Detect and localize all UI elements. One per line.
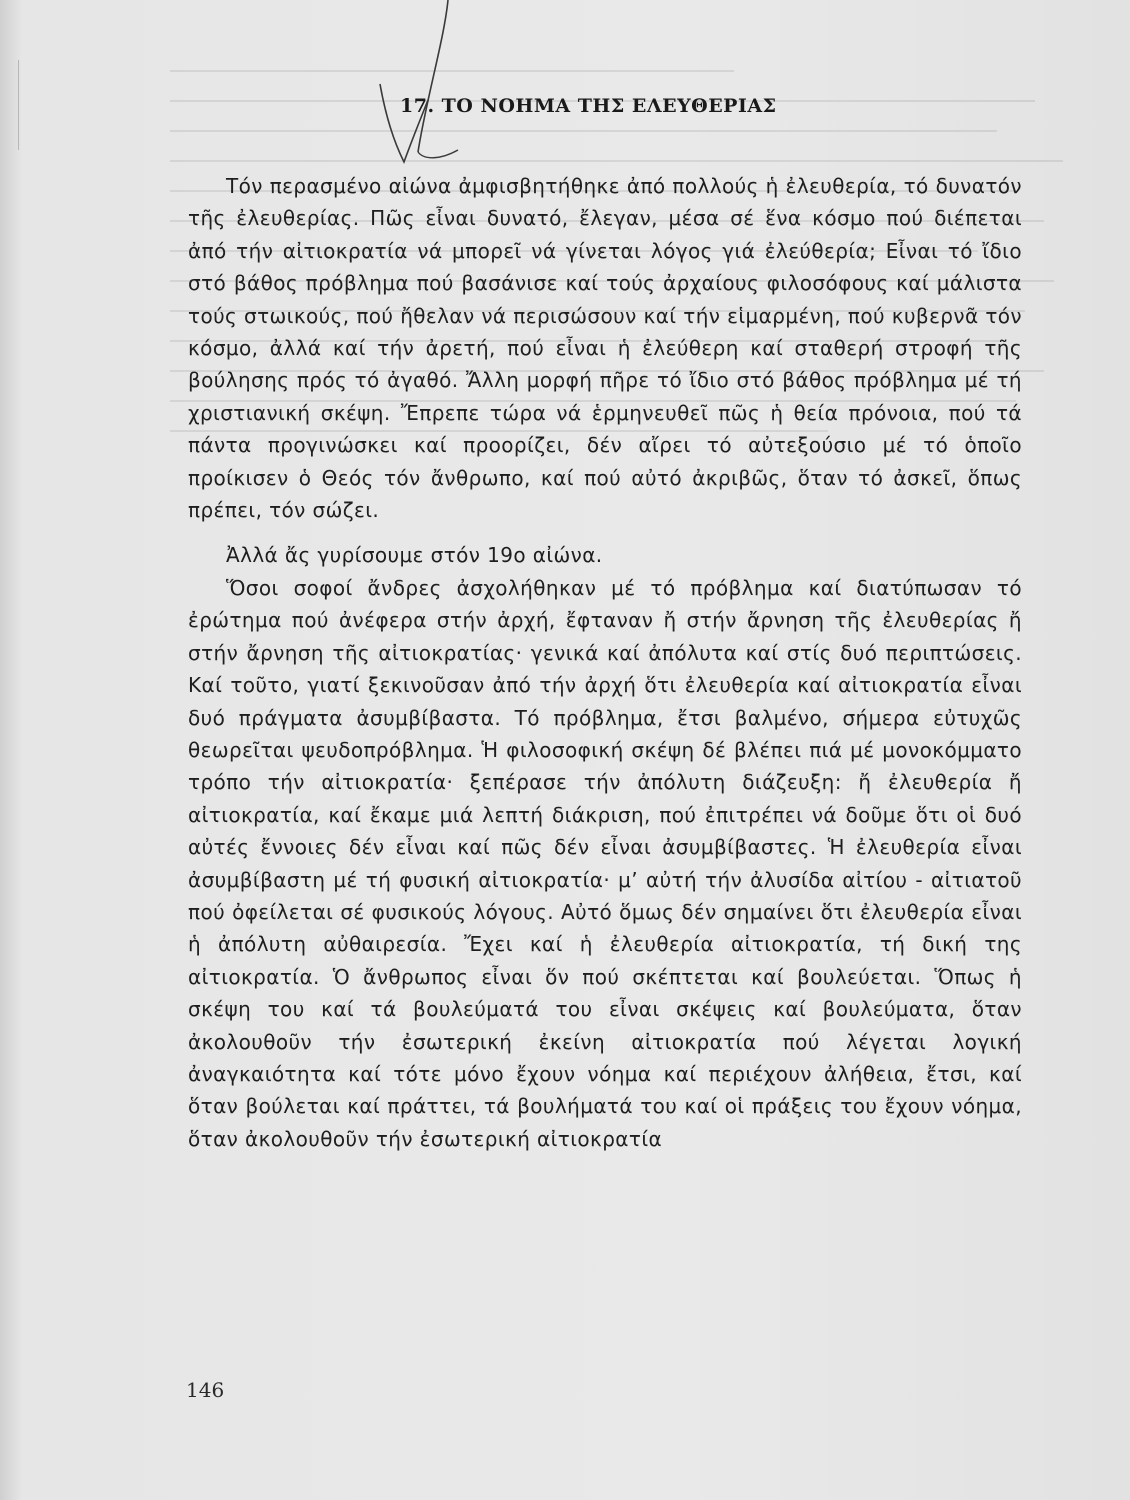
paragraph: Ὅσοι σοφοί ἄνδρες ἀσχολήθηκαν μέ τό πρόβλημα καί διατύπωσαν τό ἐρώτημα πού ἀνέφερα στήν ἀρχή, ἔφταναν ἤ στήν ἄρνηση τῆς ἐλευθερίας ἤ στήν ἄρνηση τῆς αἰτιοκρατίας· γενικά καί ἀπόλυτα καί στίς δυό περιπτώσεις. Καί τοῦτο, γιατί ξεκινοῦσαν ἀπό τήν ἀρχή ὅτι ἐλευθερία καί αἰτιοκρατία εἶναι δυό πράγματα ἀσυμβίβαστα. Τό πρόβλημα, ἔτσι βαλμένο, σήμερα εὐτυχῶς θεωρεῖται ψευδοπρόβλημα. Ἡ φιλοσοφική σκέψη δέ βλέπει πιά μέ μονοκόμματο τρόπο τήν αἰτιοκρατία· ξεπέρασε τήν ἀπόλυτη διάζευξη: ἤ ἐλευθερία ἤ αἰτιοκρατία, καί ἔκαμε μιά λεπτή διάκριση, πού ἐπιτρέπει νά δοῦμε ὅτι οἱ δυό αὐτές ἔννοιες δέν εἶναι καί πῶς δέν εἶναι ἀσυμβίβαστες. Ἡ ἐλευθερία εἶναι ἀσυμβίβαστη μέ τή φυσική αἰτιοκρατία· μ’ αὐτή τήν ἀλυσίδα αἰτίου - αἰτιατοῦ πού ὀφείλεται σέ φυσικούς λόγους. Αὐτό ὅμως δέν σημαίνει ὅτι ἐλευθερία εἶναι ἡ ἀπόλυτη αὐθαιρεσία. Ἔχει καί ἡ ἐλευθερία αἰτιοκρατία, τή δική της αἰτιοκρατία. Ὁ ἄνθρωπος εἶναι ὅν πού σκέπτεται καί βουλεύεται. Ὅπως ἡ σκέψη του καί τά βουλεύματά του εἶναι σκέψεις καί βουλεύματα, ὅταν ἀκολουθοῦν τήν ἐσωτερική ἐκείνη αἰτιοκρατία πού λέγεται λογική ἀναγκαιότητα καί τότε μόνο ἔχουν νόημα καί περιέχουν ἀλήθεια, ἔτσι, καί ὅταν βούλεται καί πράττει, τά βουλήματά του καί οἱ πράξεις του ἔχουν νόημα, ὅταν ἀκολουθοῦν τήν ἐσωτερική αἰτιοκρατία — [188, 575, 1022, 1151]
paragraph: Τόν περασμένο αἰώνα ἀμφισβητήθηκε ἀπό πολλούς ἡ ἐλευθερία, τό δυνατόν τῆς ἐλευθερίας. Πῶς εἶναι δυνατό, ἔλεγαν, μέσα σέ ἕνα κόσμο πού διέπεται ἀπό τήν αἰτιοκρατία νά μπορεῖ νά γίνεται λόγος γιά ἐλεύθερία; Εἶναι τό ἴδιο στό βάθος πρόβλημα πού βασάνισε καί τούς ἀρχαίους φιλοσόφους καί μάλιστα τούς στωικούς, πού ἤθελαν νά περισώσουν καί τήν εἱμαρμένη, πού κυβερνᾶ τόν κόσμο, ἀλλά καί τήν ἀρετή, πού εἶναι ἡ ἐλεύθερη καί σταθερή στροφή τῆς βούλησης πρός τό ἀγαθό. Ἄλλη μορφή πῆρε τό ἴδιο στό βάθος πρόβλημα μέ τή χριστιανική σκέψη. Ἔπρεπε τώρα νά ἑρμηνευθεῖ πῶς ἡ θεία πρόνοια, πού τά πάντα προγινώσκει καί προορίζει, δέν αἴρει τό αὐτεξούσιο μέ τό ὁποῖο προίκισεν ὁ Θεός τόν ἄνθρωπο, καί πού αὐτό ἀκριβῶς, ὅταν τό ἀσκεῖ, ὅπως πρέπει, τόν σώζει. — [188, 174, 1022, 523]
body-text — [188, 170, 1022, 1155]
chapter-title: 17. ΤΟ ΝΟΗΜΑ ΤΗΣ ΕΛΕΥΘΕΡΙΑΣ — [400, 95, 777, 117]
binding-shadow — [0, 60, 19, 150]
pencil-mark-icon — [360, 0, 480, 180]
paragraph: Ἀλλά ἄς γυρίσουμε στόν 19ο αἰώνα. — [226, 543, 603, 568]
page-number: 146 — [186, 1378, 225, 1402]
